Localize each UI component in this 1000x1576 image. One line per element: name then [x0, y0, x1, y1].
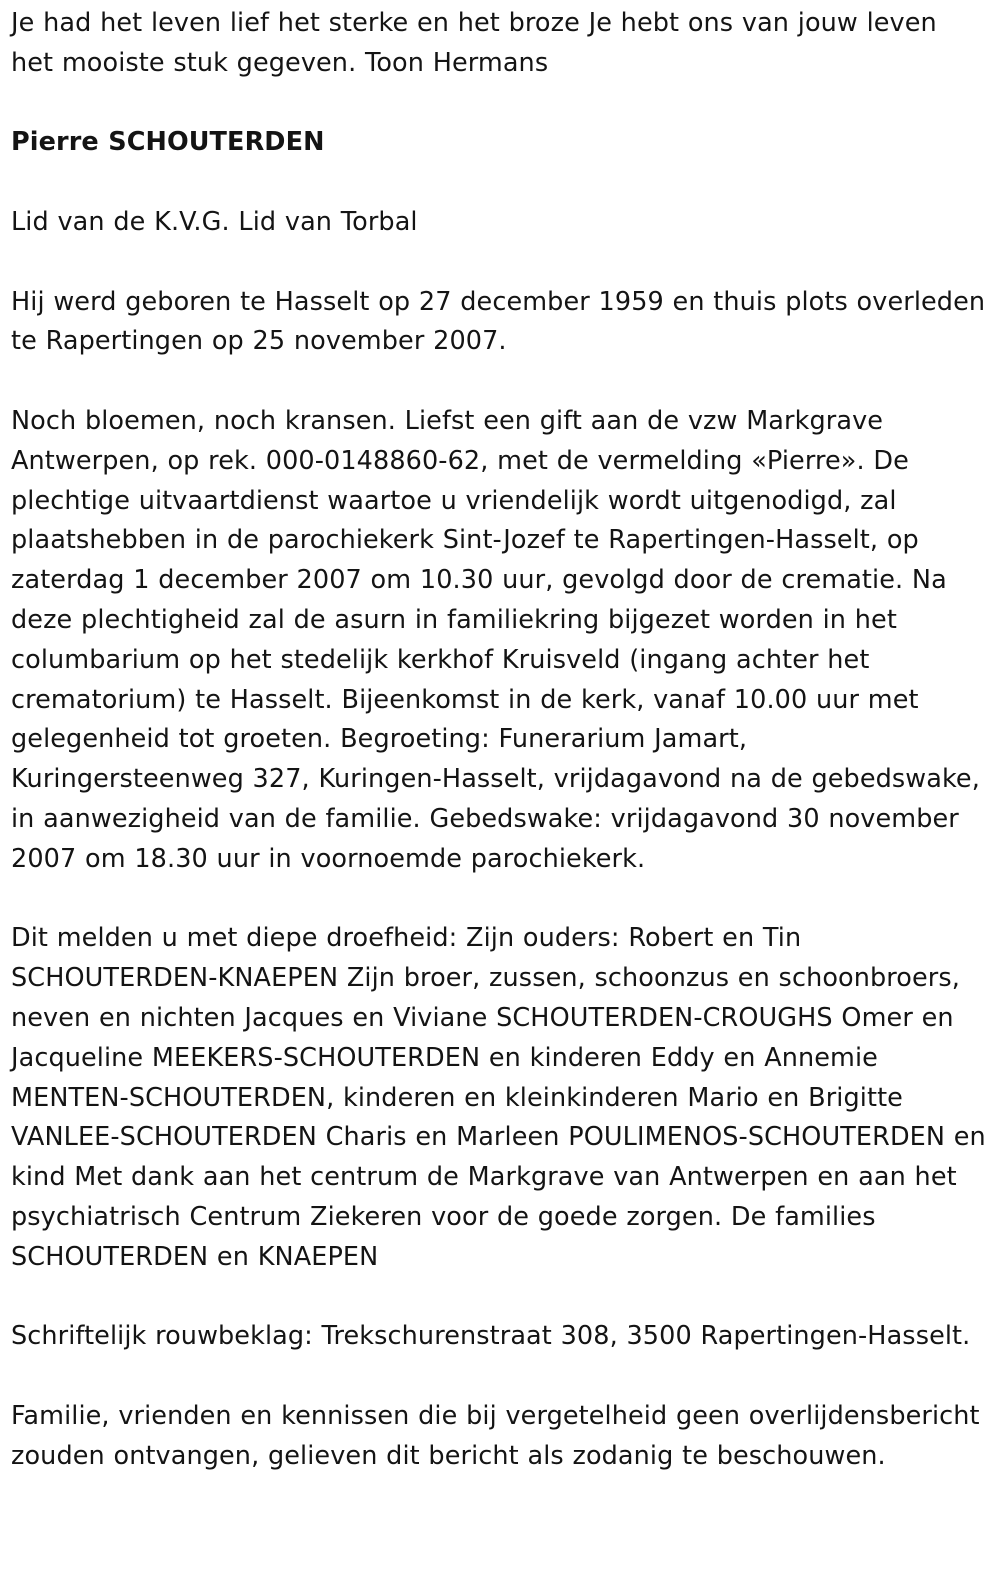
funeral-details: Noch bloemen, noch kransen. Liefst een gift aan de vzw Markgrave Antwerpen, op rek. 000-0148860-62, met de vermelding «Pierre». De plechtige uitvaartdienst waartoe u vriendelijk wordt uitgenodigd, zal plaatshebben in de parochiekerk Sint-Jozef te Rapertingen-Hasselt, op zaterdag 1 december 2007 om 10.30 uur, gevolgd door de crematie. Na deze plechtigheid zal de asurn in familiekring bijgezet worden in het columbarium op het stedelijk kerkhof Kruisveld (ingang achter het crematorium) te Hasselt. Bijeenkomst in de kerk, vanaf 10.00 uur met gelegenheid tot groeten. Begroeting: Funerarium Jamart, Kuringersteenweg 327, Kuringen-Hasselt, vrijdagavond na de gebedswake, in aanwezigheid van de familie. Gebedswake: vrijdagavond 30 november 2007 om 18.30 uur in voornoemde parochiekerk. — [11, 405, 980, 874]
memberships: Lid van de K.V.G. Lid van Torbal — [11, 206, 418, 237]
deceased-name: Pierre SCHOUTERDEN — [11, 127, 325, 158]
birth-death-details: Hij werd geboren te Hasselt op 27 december 1959 en thuis plots overleden te Rapertingen op 25 november 2007. — [11, 286, 986, 357]
condolences-address: Schriftelijk rouwbeklag: Trekschurenstraat 308, 3500 Rapertingen-Hasselt. — [11, 1321, 971, 1352]
closing-note: Familie, vrienden en kennissen die bij vergetelheid geen overlijdensbericht zouden ontvangen, gelieven dit bericht als zodanig te beschouwen. — [11, 1400, 980, 1471]
obituary-document — [11, 4, 986, 1516]
family-announcement: Dit melden u met diepe droefheid: Zijn ouders: Robert en Tin SCHOUTERDEN-KNAEPEN Zijn broer, zussen, schoonzus en schoonbroers, neven en nichten Jacques en Viviane SCHOUTERDEN-CROUGHS Omer en Jacqueline MEEKERS-SCHOUTERDEN en kinderen Eddy en Annemie MENTEN-SCHOUTERDEN, kinderen en kleinkinderen Mario en Brigitte VANLEE-SCHOUTERDEN Charis en Marleen POULIMENOS-SCHOUTERDEN en kind Met dank aan het centrum de Markgrave van Antwerpen en aan het psychiatrisch Centrum Ziekeren voor de goede zorgen. De families SCHOUTERDEN en KNAEPEN — [11, 923, 986, 1272]
opening-quote: Je had het leven lief het sterke en het broze Je hebt ons van jouw leven het mooiste stuk gegeven. Toon Hermans — [11, 8, 937, 78]
